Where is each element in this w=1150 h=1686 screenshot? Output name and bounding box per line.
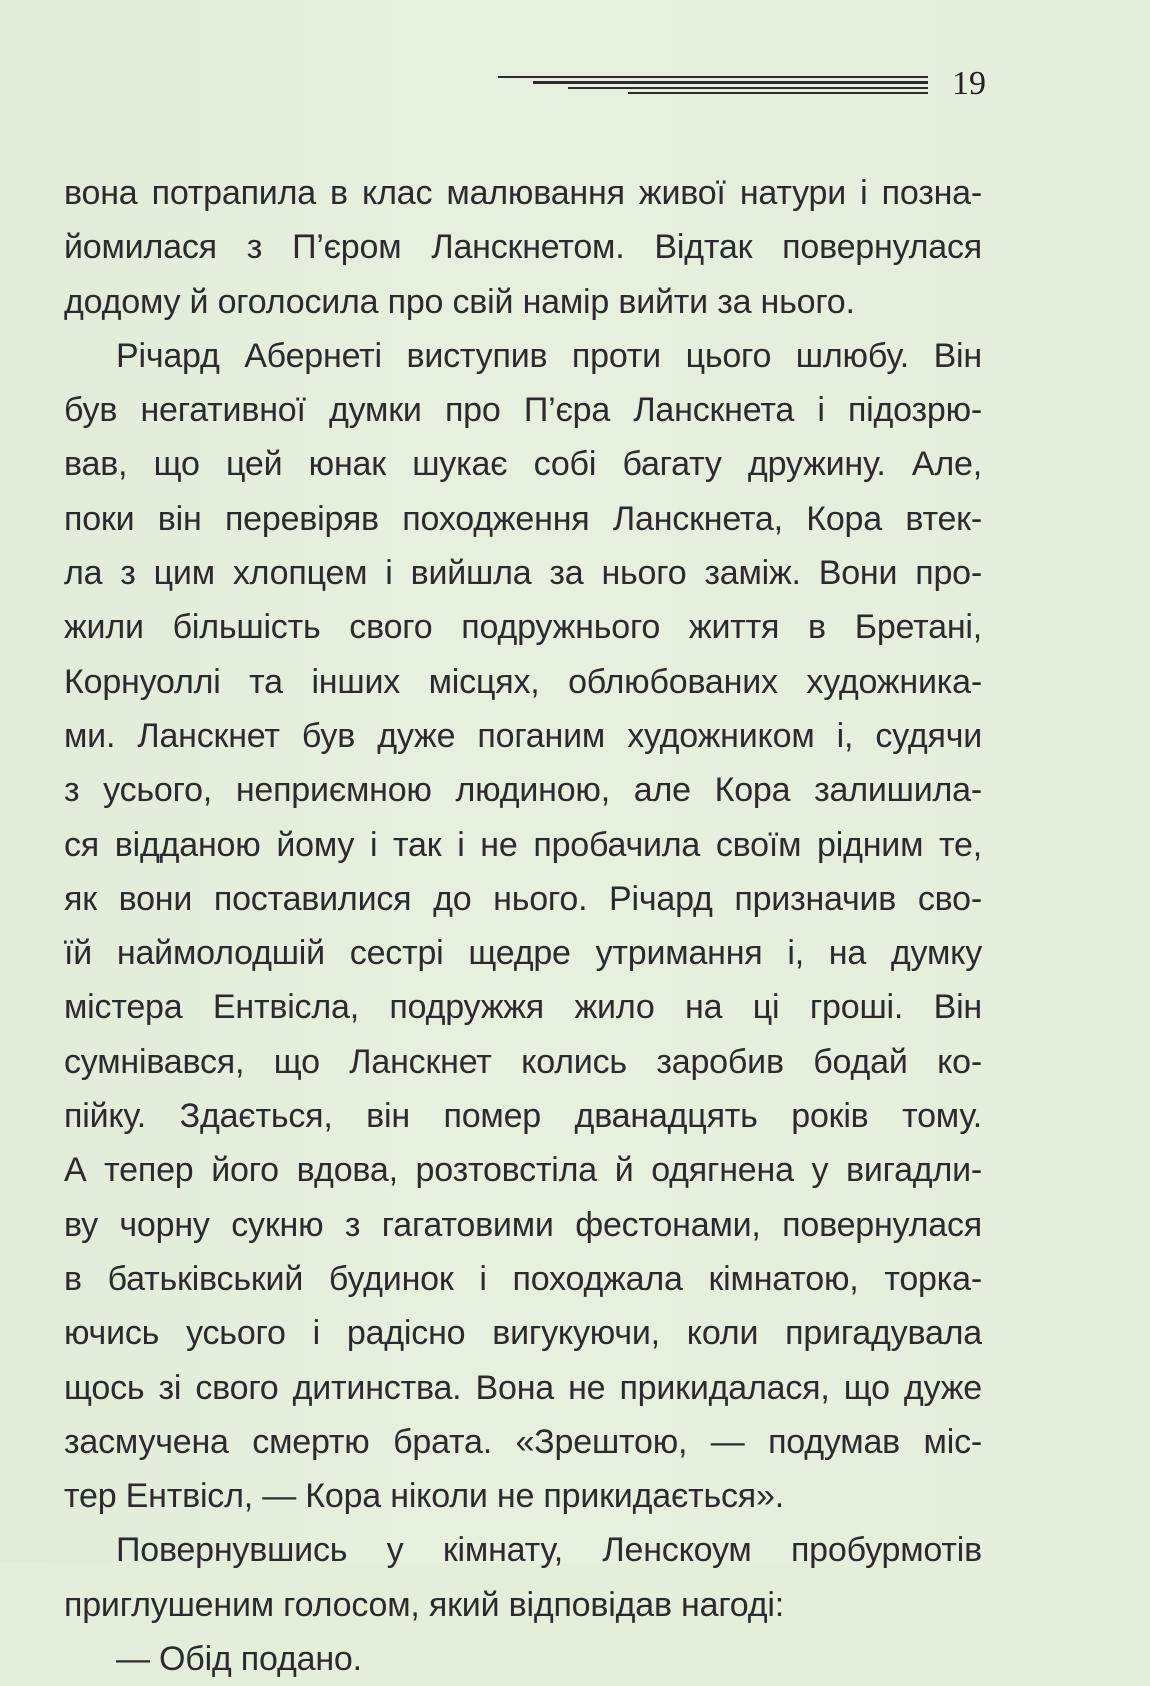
text-line: Повернувшись у кімнату, Ленскоум пробурмотів xyxy=(116,1531,982,1570)
text-line: сумнівався, що Ланскнет колись заробив бодай ко- xyxy=(64,1042,982,1081)
text-line: в батьківський будинок і походжала кімнатою, торка- xyxy=(64,1259,982,1298)
text-line: додому й оголосила про свій намір вийти за нього. xyxy=(64,282,855,321)
text-line: ючись усього і радісно вигукуючи, коли пригадувала xyxy=(64,1314,982,1353)
page-header xyxy=(498,62,992,106)
text-line: ву чорну сукню з гагатовими фестонами, повернулася xyxy=(64,1205,982,1244)
text-line: приглушеним голосом, який відповідав нагоді: xyxy=(64,1585,784,1624)
text-line: жили більшість свого подружнього життя в Бретані, xyxy=(64,608,982,647)
text-line: вона потрапила в клас малювання живої натури і позна- xyxy=(64,174,982,212)
text-line: з усього, неприємною людиною, але Кора залишила- xyxy=(64,771,982,810)
text-line: Корнуоллі та інших місцях, облюбованих художника- xyxy=(64,662,982,701)
text-line: — Обід подано. xyxy=(116,1640,362,1679)
text-line: їй наймолодшій сестрі щедре утримання і, на думку xyxy=(64,934,982,973)
text-line: щось зі свого дитинства. Вона не прикидалася, що дуже xyxy=(64,1368,982,1407)
body-text xyxy=(64,166,982,1686)
decorative-header-rule xyxy=(498,76,928,96)
text-line: містера Ентвісла, подружжя жило на ці гроші. Він xyxy=(64,988,982,1027)
text-line: був негативної думки про П’єра Ланскнета і підозрю- xyxy=(64,391,982,430)
page-number: 19 xyxy=(952,65,986,102)
text-line: Річард Абернеті виступив проти цього шлюбу. Він xyxy=(116,336,982,375)
text-line: тер Ентвісл, — Кора ніколи не прикидається». xyxy=(64,1477,784,1516)
text-line: йомилася з П’єром Ланскнетом. Відтак повернулася xyxy=(64,228,982,267)
text-line: ми. Ланскнет був дуже поганим художником і, судячи xyxy=(64,716,982,755)
text-line: вав, що цей юнак шукає собі багату дружину. Але, xyxy=(64,445,982,484)
text-line: засмучена смертю брата. «Зрештою, — подумав міс- xyxy=(64,1422,982,1461)
text-line: як вони поставилися до нього. Річард призначив сво- xyxy=(64,879,982,918)
text-line: пійку. Здається, він помер дванадцять років тому. xyxy=(64,1097,982,1136)
text-line: А тепер його вдова, розтовстіла й одягнена у вигадли- xyxy=(64,1151,982,1190)
text-line: ся відданою йому і так і не пробачила своїм рідним те, xyxy=(64,825,982,864)
text-line: поки він перевіряв походження Ланскнета, Кора втек- xyxy=(64,499,982,538)
text-line: ла з цим хлопцем і вийшла за нього заміж. Вони про- xyxy=(64,554,982,593)
